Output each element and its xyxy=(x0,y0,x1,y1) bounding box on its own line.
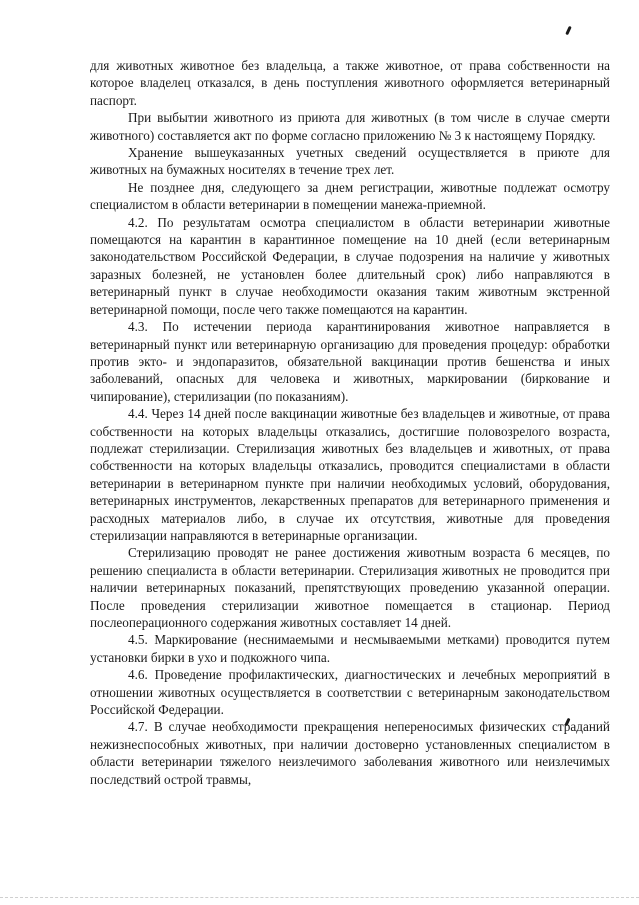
paragraph-4-5-marking: 4.5. Маркирование (неснимаемыми и несмываемыми метками) проводится путем установки бирки в ухо и подкожного чипа. xyxy=(90,632,610,665)
page-bottom-edge xyxy=(0,897,639,898)
paragraph-sterilization-age: Стерилизацию проводят не ранее достижения животным возраста 6 месяцев, по решению специалиста в области ветеринарии. Стерилизация животных не проводится при наличии ветеринарных показаний, препятствующих проведению указанной операции. После проведения стерилизации животное помещается в стационар. Период послеоперационного содержания животных составляет 14 дней. xyxy=(90,545,610,630)
paragraph-4-3-procedures: 4.3. По истечении периода карантинирования животное направляется в ветеринарный пункт или ветеринарную организацию для проведения процедур: обработки против экто- и эндопаразитов, обязательной вакцинации против бешенства и иных заболеваний, опасных для человека и животных, маркировании (биркование и чипирование), стерилизации (по показаниям). xyxy=(90,319,610,404)
paragraph-continuation-passport: для животных животное без владельца, а также животное, от права собственности на которое владелец отказался, в день поступления животного оформляется ветеринарный паспорт. xyxy=(90,58,610,108)
paragraph-4-2-quarantine: 4.2. По результатам осмотра специалистом в области ветеринарии животные помещаются на карантин в карантинное помещение на 10 дней (если ветеринарным законодательством Российской Федерации, в случае подозрения на наличие у животных заразных болезней, не установлен более длительный срок) либо направляются в ветеринарный пункт в случае необходимости оказания таким животным экстренной ветеринарной помощи, после чего также помещаются на карантин. xyxy=(90,214,610,317)
document-page xyxy=(90,57,610,788)
paragraph-4-7-suffering: 4.7. В случае необходимости прекращения непереносимых физических страданий нежизнеспособных животных, при наличии достоверно установленных специалистом в области ветеринарии тяжелого неизлечимого заболевания животного или неизлечимых последствий острой травмы, xyxy=(90,719,610,787)
paragraph-inspection: Не позднее дня, следующего за днем регистрации, животные подлежат осмотру специалистом в области ветеринарии в помещении манежа-приемной. xyxy=(90,179,610,213)
paragraph-records-storage: Хранение вышеуказанных учетных сведений осуществляется в приюте для животных на бумажных носителях в течение трех лет. xyxy=(90,145,610,178)
paragraph-departure-act: При выбытии животного из приюта для животных (в том числе в случае смерти животного) составляется акт по форме согласно приложению № 3 к настоящему Порядку. xyxy=(90,110,610,143)
paragraph-4-4-sterilization: 4.4. Через 14 дней после вакцинации животные без владельцев и животные, от права собственности на которых владельцы отказались, достигшие половозрелого возраста, подлежат стерилизации. Стерилизация животных без владельцев и животных, от права собственности на которых владельцы отказались, проводится специалистами в области ветеринарии в ветеринарном пункте при наличии необходимых условий, оборудования, ветеринарных инструментов, лекарственных препаратов для ветеринарного применения и расходных материалов либо, в случае их отсутствия, животные для проведения стерилизации направляются в ветеринарные организации. xyxy=(90,406,610,543)
pen-mark-top xyxy=(565,26,572,35)
paragraph-4-6-treatment: 4.6. Проведение профилактических, диагностических и лечебных мероприятий в отношении животных осуществляется в соответствии с ветеринарным законодательством Российской Федерации. xyxy=(90,667,610,718)
